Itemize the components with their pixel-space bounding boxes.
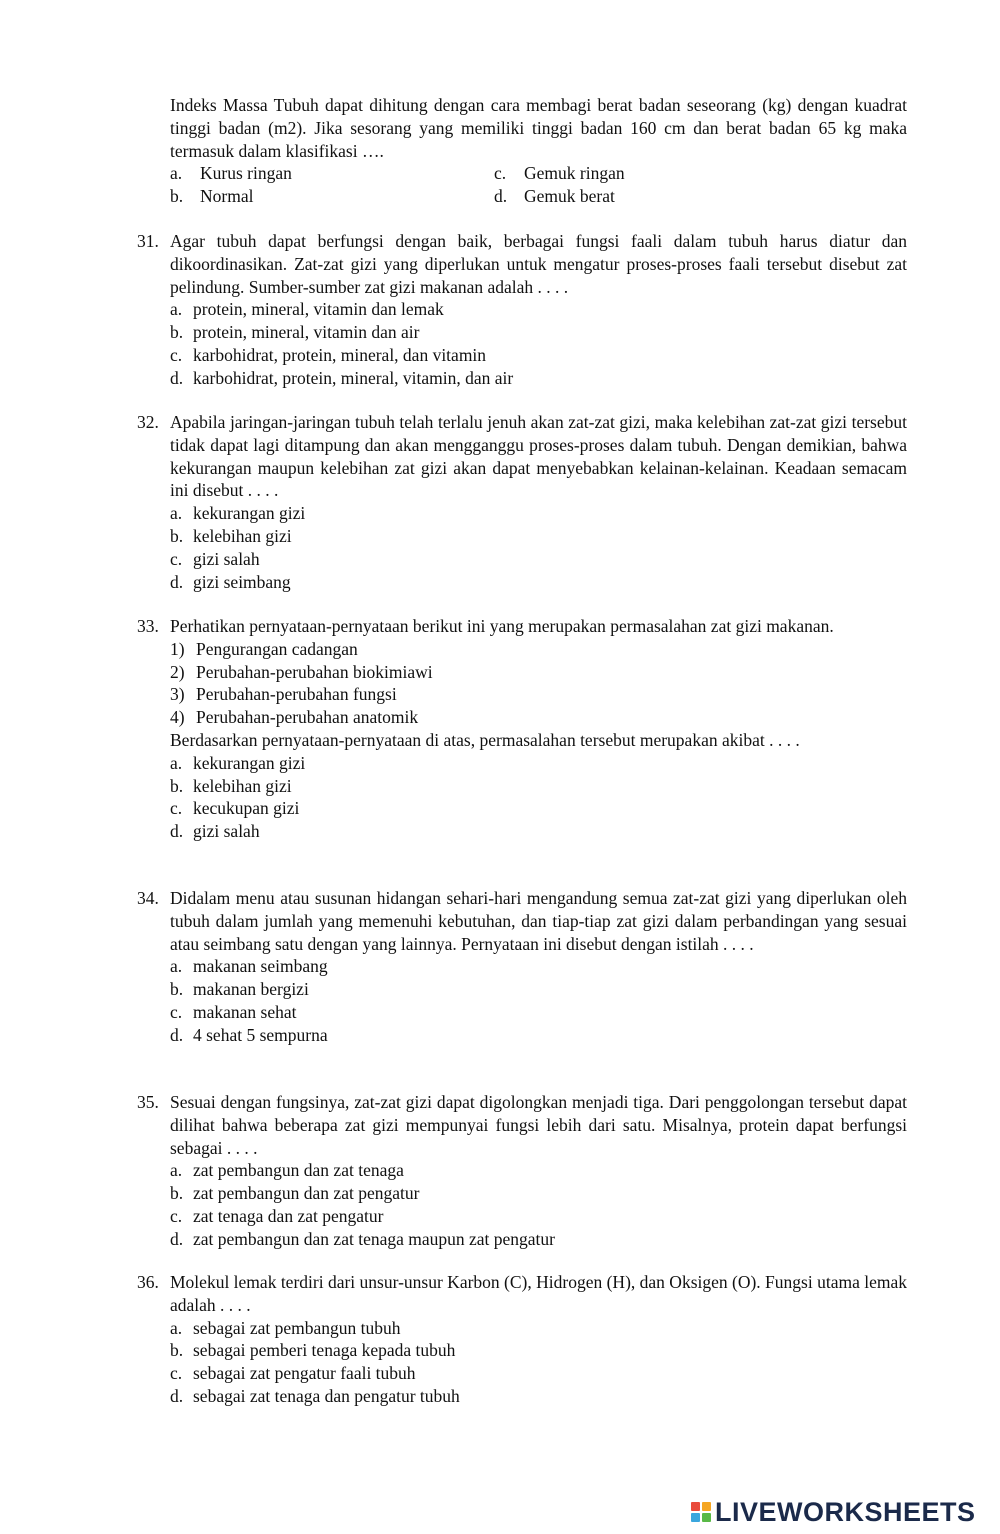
question-text: Agar tubuh dapat berfungsi dengan baik, berbagai fungsi faali dalam tubuh harus diatur dan dikoordinasikan. Zat-zat gizi yang diperlukan untuk mengatur proses-proses faali tersebut disebut zat pelindung. Sumber-sumber zat gizi makanan adalah . . . . [170, 231, 907, 297]
option-label: c. [170, 1363, 183, 1384]
option-label: d. [170, 571, 184, 592]
option-d[interactable] [170, 1385, 907, 1408]
option-label: c. [170, 798, 183, 819]
statement-label: 4) [170, 707, 185, 728]
statement-item [170, 683, 907, 706]
option-text: Kurus ringan [200, 163, 292, 184]
option-label: d. [170, 1385, 184, 1406]
option-label: a. [170, 299, 183, 320]
question-number: 32. [137, 412, 159, 432]
option-label: d. [170, 821, 184, 842]
question-31 [137, 230, 907, 390]
option-label: c. [170, 548, 183, 569]
statement-text: Perubahan-perubahan fungsi [196, 684, 397, 705]
option-d[interactable] [170, 1024, 907, 1047]
question-33 [137, 615, 907, 843]
logo-icon [691, 1502, 711, 1522]
option-d[interactable] [494, 185, 794, 208]
option-text: zat pembangun dan zat tenaga [193, 1160, 404, 1181]
option-text: sebagai zat pembangun tubuh [193, 1317, 401, 1338]
option-text: karbohidrat, protein, mineral, vitamin, dan air [193, 367, 514, 388]
option-text: zat pembangun dan zat tenaga maupun zat pengatur [193, 1228, 555, 1249]
option-text: karbohidrat, protein, mineral, dan vitamin [193, 344, 487, 365]
option-label: b. [170, 1340, 184, 1361]
option-text: makanan sehat [193, 1001, 297, 1022]
logo-square-icon [702, 1502, 711, 1511]
question-30 [170, 94, 907, 208]
question-32 [137, 411, 907, 593]
option-b[interactable] [170, 185, 494, 208]
option-c[interactable] [170, 344, 907, 367]
option-c[interactable] [170, 797, 907, 820]
option-b[interactable] [170, 321, 907, 344]
option-label: a. [170, 956, 183, 977]
option-a[interactable] [170, 298, 907, 321]
option-label: c. [170, 1001, 183, 1022]
liveworksheets-logo [691, 1494, 976, 1530]
options-grid [170, 162, 907, 208]
question-36 [137, 1271, 907, 1408]
option-a[interactable] [170, 1159, 907, 1182]
option-d[interactable] [170, 820, 907, 843]
option-a[interactable] [170, 1317, 907, 1340]
option-label: c. [170, 1205, 183, 1226]
option-c[interactable] [170, 1205, 907, 1228]
logo-square-icon [691, 1502, 700, 1511]
option-a[interactable] [170, 752, 907, 775]
option-label: c. [170, 344, 183, 365]
option-text: gizi salah [193, 821, 260, 842]
option-text: Normal [200, 186, 254, 207]
option-b[interactable] [170, 978, 907, 1001]
option-b[interactable] [170, 1182, 907, 1205]
question-text: Sesuai dengan fungsinya, zat-zat gizi dapat digolongkan menjadi tiga. Dari penggolongan tersebut dapat dilihat bahwa beberapa zat gizi mempunyai fungsi lebih dari satu. Misalnya, protein dapat berfungsi sebagai . . . . [170, 1092, 907, 1158]
statement-item [170, 661, 907, 684]
option-text: Gemuk berat [524, 186, 615, 207]
statement-text: Perubahan-perubahan anatomik [196, 707, 419, 728]
option-c[interactable] [170, 1001, 907, 1024]
option-text: makanan seimbang [193, 956, 328, 977]
option-label: b. [170, 186, 184, 207]
question-number: 35. [137, 1092, 159, 1112]
option-text: gizi salah [193, 548, 260, 569]
option-label: b. [170, 525, 184, 546]
option-d[interactable] [170, 367, 907, 390]
question-number: 33. [137, 616, 159, 636]
question-34 [137, 887, 907, 1047]
option-label: c. [494, 163, 507, 184]
option-text: kelebihan gizi [193, 525, 292, 546]
option-text: gizi seimbang [193, 571, 291, 592]
option-a[interactable] [170, 955, 907, 978]
question-followup: Berdasarkan pernyataan-pernyataan di atas, permasalahan tersebut merupakan akibat . . . . [170, 729, 800, 750]
option-label: a. [170, 503, 183, 524]
option-label: b. [170, 775, 184, 796]
option-text: kekurangan gizi [193, 752, 306, 773]
option-d[interactable] [170, 571, 907, 594]
option-text: Gemuk ringan [524, 163, 625, 184]
statement-item [170, 638, 907, 661]
question-text: Molekul lemak terdiri dari unsur-unsur Karbon (C), Hidrogen (H), dan Oksigen (O). Fungsi utama lemak adalah . . . . [170, 1272, 907, 1315]
question-text: Indeks Massa Tubuh dapat dihitung dengan cara membagi berat badan seseorang (kg) dengan kuadrat tinggi badan (m2). Jika sesorang yang memiliki tinggi badan 160 cm dan berat badan 65 kg maka termasuk dalam klasifikasi …. [170, 95, 907, 161]
option-a[interactable] [170, 162, 494, 185]
option-label: b. [170, 1183, 184, 1204]
option-c[interactable] [494, 162, 794, 185]
option-text: zat tenaga dan zat pengatur [193, 1205, 384, 1226]
option-label: a. [170, 752, 183, 773]
logo-text: LIVEWORKSHEETS [715, 1496, 976, 1527]
option-text: sebagai pemberi tenaga kepada tubuh [193, 1340, 456, 1361]
option-text: zat pembangun dan zat pengatur [193, 1183, 420, 1204]
option-label: a. [170, 1160, 183, 1181]
option-text: kelebihan gizi [193, 775, 292, 796]
option-text: kecukupan gizi [193, 798, 300, 819]
option-text: makanan bergizi [193, 979, 309, 1000]
option-text: protein, mineral, vitamin dan air [193, 322, 420, 343]
option-c[interactable] [170, 548, 907, 571]
option-text: protein, mineral, vitamin dan lemak [193, 299, 444, 320]
option-label: d. [170, 367, 184, 388]
question-number: 36. [137, 1272, 159, 1292]
option-label: b. [170, 322, 184, 343]
question-text: Apabila jaringan-jaringan tubuh telah terlalu jenuh akan zat-zat gizi, maka kelebihan zat-zat gizi tersebut tidak dapat lagi ditampung dan akan mengganggu proses-proses dalam tubuh. Dengan demikian, bahwa kekurangan maupun kelebihan zat gizi akan dapat menyebabkan kelainan-kelainan. Keadaan semacam ini disebut . . . . [170, 412, 907, 501]
statement-label: 2) [170, 661, 185, 682]
question-35 [137, 1091, 907, 1251]
statement-text: Perubahan-perubahan biokimiawi [196, 661, 433, 682]
option-label: d. [170, 1024, 184, 1045]
option-a[interactable] [170, 502, 907, 525]
option-label: a. [170, 1317, 183, 1338]
option-text: sebagai zat tenaga dan pengatur tubuh [193, 1385, 460, 1406]
question-number: 34. [137, 888, 159, 908]
option-b[interactable] [170, 525, 907, 548]
statement-label: 1) [170, 638, 185, 659]
option-text: kekurangan gizi [193, 503, 306, 524]
option-b[interactable] [170, 1339, 907, 1362]
option-c[interactable] [170, 1362, 907, 1385]
statement-text: Pengurangan cadangan [196, 638, 358, 659]
option-label: d. [494, 186, 508, 207]
question-text: Perhatikan pernyataan-pernyataan berikut ini yang merupakan permasalahan zat gizi makanan. [170, 616, 834, 636]
logo-square-icon [702, 1513, 711, 1522]
statement-item [170, 706, 907, 729]
option-label: d. [170, 1228, 184, 1249]
option-text: sebagai zat pengatur faali tubuh [193, 1363, 416, 1384]
option-d[interactable] [170, 1228, 907, 1251]
option-label: b. [170, 979, 184, 1000]
statement-label: 3) [170, 684, 185, 705]
option-text: 4 sehat 5 sempurna [193, 1024, 328, 1045]
option-b[interactable] [170, 775, 907, 798]
question-text: Didalam menu atau susunan hidangan sehari-hari mengandung semua zat-zat gizi yang diperlukan oleh tubuh dalam jumlah yang memenuhi kebutuhan, dan tiap-tiap zat gizi dalam perbandingan yang sesuai atau seimbang satu dengan yang lainnya. Pernyataan ini disebut dengan istilah . . . . [170, 888, 907, 954]
question-number: 31. [137, 231, 159, 251]
logo-square-icon [691, 1513, 700, 1522]
option-label: a. [170, 163, 183, 184]
